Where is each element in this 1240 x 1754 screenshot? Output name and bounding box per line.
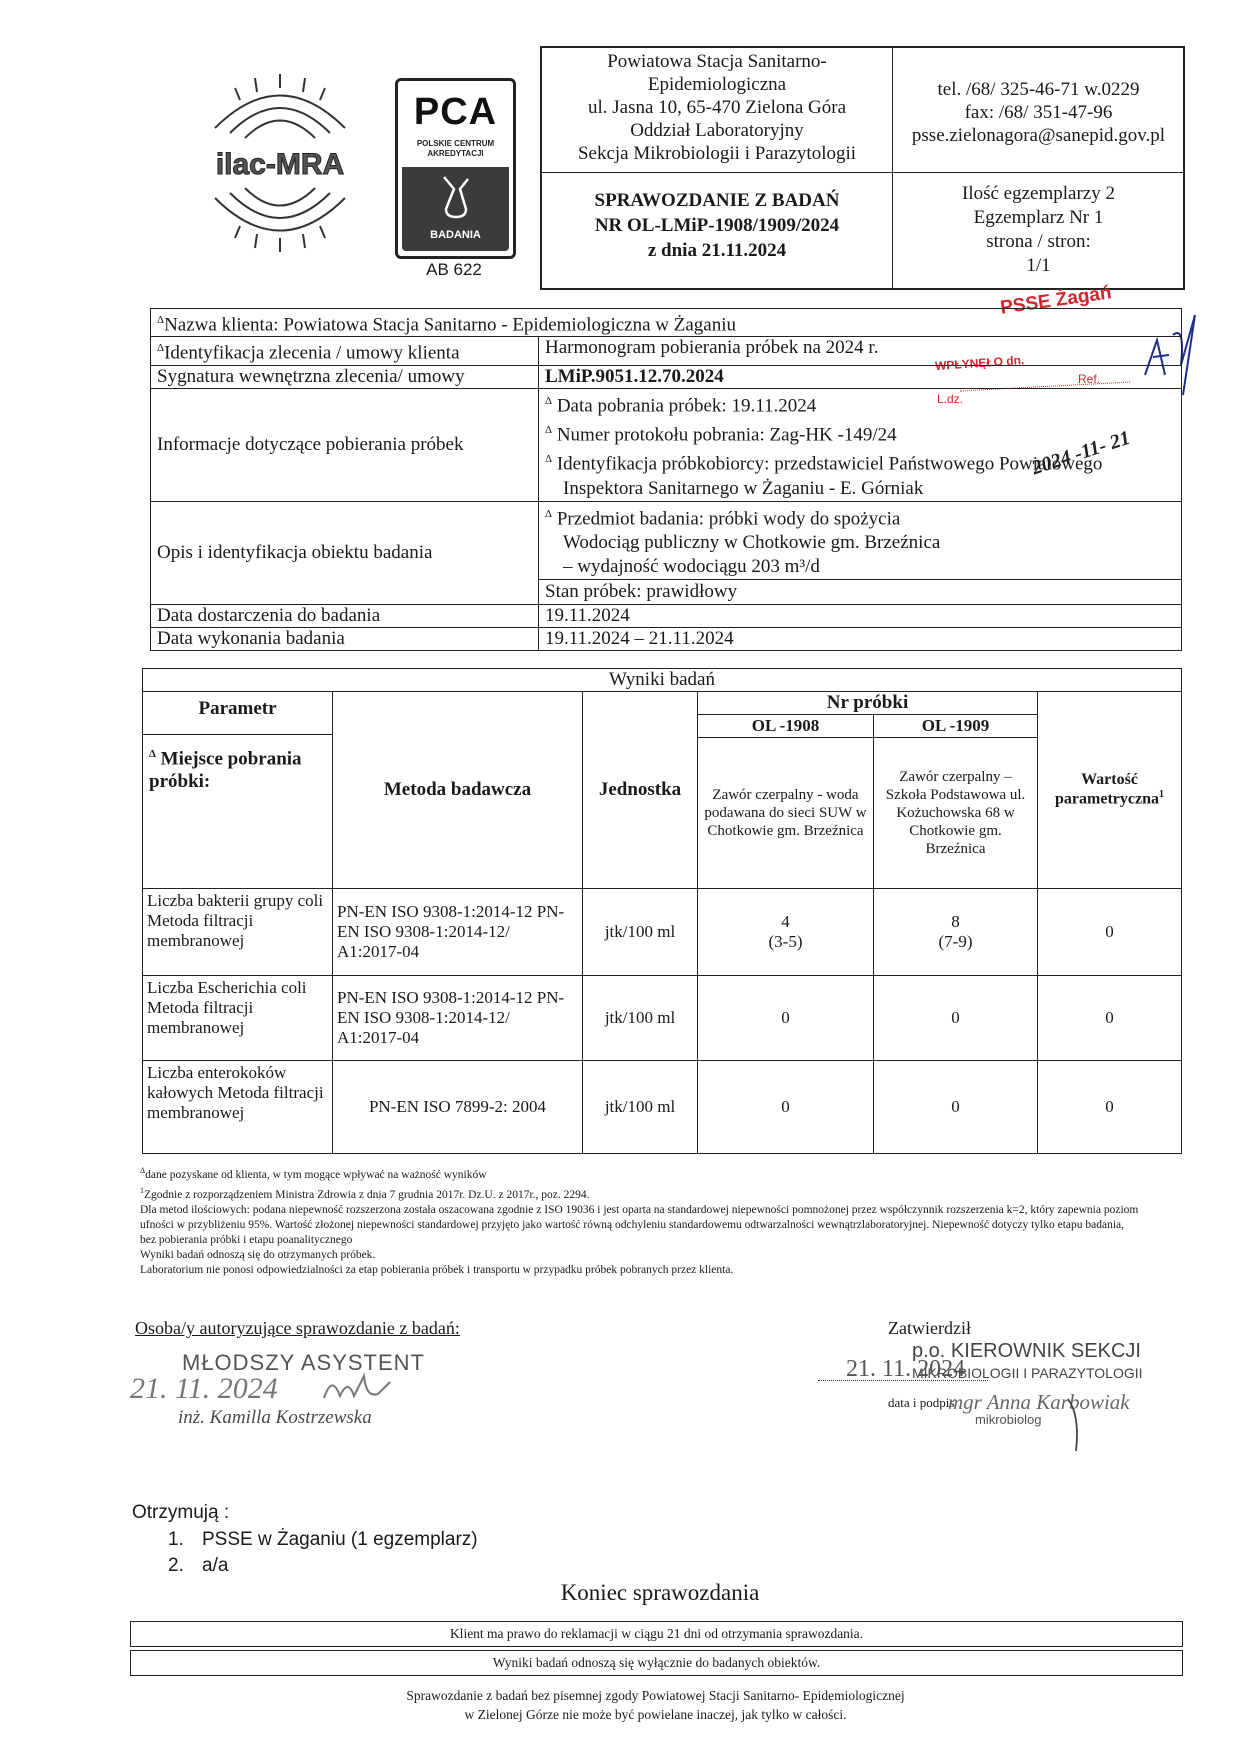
org-line: Epidemiologiczna bbox=[647, 74, 787, 95]
sample-2-range: (7-9) bbox=[938, 932, 973, 951]
footnote-1: Zgodnie z rozporządzeniem Ministra Zdrowia z dnia 7 grudnia 2017r. Dz.U. z 2017r., poz. 2294. bbox=[144, 1188, 590, 1201]
org-line: ul. Jasna 10, 65-470 Zielona Góra bbox=[587, 97, 847, 118]
footnote-delta: dane pozyskane od klienta, w tym mogące wpływać na ważność wyników bbox=[145, 1168, 487, 1181]
sample-state: Stan próbek: prawidłowy bbox=[539, 579, 1181, 604]
unit-value: jtk/100 ml bbox=[583, 1061, 698, 1154]
object-line-3: – wydajność wodociągu 203 m³/d bbox=[563, 555, 820, 577]
object-line-2: Wodociąg publiczny w Chotkowie gm. Brzeźnica bbox=[563, 531, 941, 553]
head-title: mikrobiolog bbox=[975, 1412, 1042, 1427]
param-name: Liczba Escherichia coli Metoda filtracji membranowej bbox=[143, 976, 333, 1061]
object-row: Opis i identyfikacja obiektu badania $^\Delta$ Przedmiot badania: próbki wody do spożycia Wodociąg publiczny w Chotkowie gm. Brzeźnica – wydajność wodociągu 203 m³/d Stan próbek: prawidłowy bbox=[151, 501, 1182, 604]
signature-label: Sygnatura wewnętrzna zlecenia/ umowy bbox=[151, 365, 539, 388]
unit-value: jtk/100 ml bbox=[583, 976, 698, 1061]
sampling-label: Informacje dotyczące pobierania próbek bbox=[151, 388, 539, 501]
copyright-line-2: w Zielonej Górze nie może być powielane inaczej, jak tylko w całości. bbox=[464, 1707, 847, 1722]
order-row: $^\Delta$Identyfikacja zlecenia / umowy klienta Harmonogram pobierania próbek na 2024 r. bbox=[151, 337, 1182, 365]
head-date: 21. 11. 2024 bbox=[846, 1356, 966, 1382]
param-value-header: Wartość parametryczna bbox=[1055, 771, 1159, 808]
lab-address bbox=[542, 50, 892, 165]
footnote-liability: Laboratorium nie ponosi odpowiedzialności za etap pobierania próbek i transportu w przypadku próbek pobranych przez klienta. bbox=[140, 1263, 734, 1276]
recipients-list bbox=[168, 1527, 478, 1579]
copyright-note bbox=[130, 1686, 1181, 1724]
sample-1-id: OL -1908 bbox=[698, 715, 874, 738]
delivery-value: 19.11.2024 bbox=[539, 604, 1182, 627]
result-row bbox=[143, 1061, 1182, 1154]
result-row bbox=[143, 976, 1182, 1061]
pca-logo bbox=[395, 78, 516, 259]
sampler-line-2: Inspektora Sanitarnego w Żaganiu - E. Górniak bbox=[563, 477, 924, 499]
head-name: mgr Anna Karbowiak bbox=[948, 1390, 1130, 1414]
accreditation-number: AB 622 bbox=[426, 260, 482, 279]
place-header: Miejsce pobrania próbki: bbox=[149, 748, 302, 793]
protocol-number: Numer protokołu pobrania: Zag-HK -149/24 bbox=[556, 424, 897, 446]
object-label: Opis i identyfikacja obiektu badania bbox=[151, 501, 539, 604]
phone: tel. /68/ 325-46-71 w.0229 bbox=[937, 79, 1140, 100]
report-header bbox=[540, 46, 1185, 290]
execution-label: Data wykonania badania bbox=[151, 627, 539, 650]
signature-row bbox=[151, 365, 1182, 388]
flask-icon bbox=[436, 173, 476, 223]
method-name: PN-EN ISO 9308-1:2014-12 PN-EN ISO 9308-1:2014-12/ A1:2017-04 bbox=[333, 889, 583, 976]
sampling-row: Informacje dotyczące pobierania próbek $^\Delta$ Data pobrania próbek: 19.11.2024 $^\Delta$ Numer protokołu pobrania: Zag-HK -149/24 $^\Delta$ Identyfikacja próbkobiorcy: przedstawiciel Państwowego Powiatowego Inspektora Sanitarnego w Żaganiu - E. Górniak bbox=[151, 388, 1182, 501]
client-name-value: Powiatowa Stacja Sanitarno - Epidemiologiczna w Żaganiu bbox=[283, 314, 737, 336]
org-line: Powiatowa Stacja Sanitarno- bbox=[607, 51, 827, 72]
psse-stamp: PSSE Żagań bbox=[999, 282, 1113, 319]
client-name-label: Nazwa klienta: bbox=[164, 314, 279, 336]
recipient-item: 2. a/a bbox=[168, 1555, 229, 1576]
copy-number: Egzemplarz Nr 1 bbox=[973, 207, 1104, 228]
delivery-label: Data dostarczenia do badania bbox=[151, 604, 539, 627]
head-stamp-1: p.o. KIEROWNIK SEKCJI bbox=[912, 1340, 1141, 1362]
param-limit: 0 bbox=[1038, 889, 1182, 976]
object-line-1: Przedmiot badania: próbki wody do spożycia bbox=[556, 507, 901, 529]
junior-name: inż. Kamilla Kostrzewska bbox=[178, 1407, 372, 1428]
pca-title: PCA bbox=[413, 91, 498, 133]
email: psse.zielonagora@sanepid.gov.pl bbox=[911, 125, 1166, 146]
header-divider-horizontal bbox=[542, 172, 1183, 173]
result-row bbox=[143, 889, 1182, 976]
method-name: PN-EN ISO 9308-1:2014-12 PN-EN ISO 9308-1:2014-12/ A1:2017-04 bbox=[333, 976, 583, 1061]
param-limit: 0 bbox=[1038, 1061, 1182, 1154]
footnote-samples: Wyniki badań odnoszą się do otrzymanych próbek. bbox=[140, 1248, 376, 1261]
pca-subtitle bbox=[398, 139, 513, 159]
pca-subtitle-1: POLSKIE CENTRUM bbox=[416, 139, 495, 148]
results-table bbox=[142, 668, 1182, 1154]
results-title: Wyniki badań bbox=[143, 669, 1182, 692]
method-name: PN-EN ISO 7899-2: 2004 bbox=[333, 1061, 583, 1154]
results-scope-note: Wyniki badań odnoszą się wyłącznie do badanych obiektów. bbox=[130, 1650, 1183, 1676]
head-caption: data i podpis bbox=[888, 1395, 955, 1410]
ilac-mra-logo bbox=[195, 68, 365, 258]
sample-1-range: (3-5) bbox=[768, 932, 803, 951]
param-name: Liczba bakterii grupy coli Metoda filtracji membranowej bbox=[143, 889, 333, 976]
sampling-date: Data pobrania próbek: 19.11.2024 bbox=[556, 394, 817, 416]
report-number: NR OL-LMiP-1908/1909/2024 bbox=[594, 215, 840, 236]
pca-badania-label: BADANIA bbox=[430, 229, 481, 241]
delivery-row bbox=[151, 604, 1182, 627]
order-value: Harmonogram pobierania próbek na 2024 r. bbox=[539, 337, 1182, 365]
ilac-text: ilac-MRA bbox=[215, 148, 345, 181]
sample-2-id: OL -1909 bbox=[874, 715, 1038, 738]
recipient-item: 1. PSSE w Żaganiu (1 egzemplarz) bbox=[168, 1529, 478, 1550]
pca-badania-panel bbox=[402, 167, 509, 251]
unit-value: jtk/100 ml bbox=[583, 889, 698, 976]
ldz-stamp: L.dz. bbox=[937, 392, 964, 406]
sampler-line-1: Identyfikacja próbkobiorcy: przedstawiciel Państwowego Powiatowego bbox=[556, 453, 1103, 475]
signature-value: LMiP.9051.12.70.2024 bbox=[539, 365, 1182, 388]
pca-subtitle-2: AKREDYTACJI bbox=[427, 149, 484, 158]
footnote-uncertainty: Dla metod ilościowych: podana niepewność rozszerzona została oszacowana zgodnie z ISO 19036 i jest oparta na standardowej niepewności pomnożonej przez współczynnik rozszerzenia k=2, który zapewnia poziom ufności w przybliżeniu 95%. Wartość złożonej niepewności standardowej przyjęto jako wartość równą odchyleniu standardowemu odtwarzalności wewnątrzlaboratoryjnej. Niepewność dotyczy tylko etapu badania, bez pobierania próbki i etapu poanalitycznego bbox=[140, 1203, 1139, 1246]
unit-header: Jednostka bbox=[583, 692, 698, 889]
sample-1-value: 0 bbox=[698, 1061, 874, 1154]
head-signature-icon bbox=[1060, 1395, 1090, 1455]
param-limit: 0 bbox=[1038, 976, 1182, 1061]
results-title-row bbox=[143, 669, 1182, 692]
param-header: Parametr bbox=[198, 698, 277, 719]
sample-2-place: Zawór czerpalny – Szkoła Podstawowa ul. Kożuchowska 68 w Chotkowie gm. Brzeźnica bbox=[874, 738, 1038, 889]
junior-signature-icon bbox=[320, 1368, 395, 1408]
handwritten-date: 2024 -11- 21 bbox=[1028, 426, 1133, 480]
client-info-table bbox=[150, 308, 1182, 651]
pages-value: 1/1 bbox=[1026, 255, 1051, 276]
sample-2-value: 0 bbox=[874, 976, 1038, 1061]
execution-row bbox=[151, 627, 1182, 650]
sample-1-value: 0 bbox=[698, 976, 874, 1061]
method-header: Metoda badawcza bbox=[333, 692, 583, 889]
order-label: Identyfikacja zlecenia / umowy klienta bbox=[164, 342, 460, 364]
execution-value: 19.11.2024 – 21.11.2024 bbox=[539, 627, 1182, 650]
received-stamp: WPŁYNĘŁO dn. bbox=[934, 352, 1025, 374]
report-title bbox=[542, 188, 892, 263]
end-of-report: Koniec sprawozdania bbox=[560, 1580, 760, 1605]
junior-stamp: MŁODSZY ASYSTENT bbox=[182, 1350, 425, 1375]
sample-2-value: 0 bbox=[874, 1061, 1038, 1154]
sample-1-value: 4 bbox=[781, 912, 790, 931]
org-line: Sekcja Mikrobiologii i Parazytologii bbox=[577, 143, 857, 164]
client-name-row: $^\Delta$Nazwa klienta: Powiatowa Stacja Sanitarno - Epidemiologiczna w Żaganiu bbox=[151, 309, 1182, 337]
sample-2-value: 8 bbox=[951, 912, 960, 931]
ref-stamp: Ref. bbox=[1078, 372, 1101, 386]
results-header-row: Parametr $^\Delta$ Miejsce pobrania próbki: Metoda badawcza Jednostka Nr próbki Wartość parametryczna$^1$ bbox=[143, 692, 1182, 715]
copies-count: Ilość egzemplarzy 2 bbox=[962, 183, 1115, 204]
param-name: Liczba enterokoków kałowych Metoda filtracji membranowej bbox=[143, 1061, 333, 1154]
head-stamp-2: MIKROBIOLOGII I PARAZYTOLOGII bbox=[912, 1365, 1143, 1381]
header-divider-vertical bbox=[892, 48, 893, 288]
sample-no-header: Nr próbki bbox=[698, 692, 1038, 715]
lab-contact bbox=[894, 78, 1183, 147]
copyright-line-1: Sprawozdanie z badań bez pisemnej zgody Powiatowej Stacji Sanitarno- Epidemiologicznej bbox=[406, 1688, 905, 1703]
complaint-note: Klient ma prawo do reklamacji w ciągu 21 dni od otrzymania sprawozdania. bbox=[130, 1621, 1183, 1647]
junior-date: 21. 11. 2024 bbox=[130, 1372, 278, 1405]
sample-1-place: Zawór czerpalny - woda podawana do sieci SUW w Chotkowie gm. Brzeźnica bbox=[698, 738, 874, 889]
copies-info bbox=[894, 182, 1183, 278]
ilac-mra-icon bbox=[195, 68, 365, 258]
fax: fax: /68/ 351-47-96 bbox=[964, 102, 1113, 123]
pages-label: strona / stron: bbox=[986, 231, 1091, 252]
approved-label: Zatwierdził bbox=[888, 1318, 971, 1338]
footnotes: $^\Delta$dane pozyskane od klienta, w tym mogące wpływać na ważność wyników $^1$Zgodnie z rozporządzeniem Ministra Zdrowia z dnia 7 grudnia 2017r. Dz.U. z 2017r., poz. 2294. Dla metod ilościowych: podana niepewność rozszerzona została oszacowana zgodnie z ISO 19036 i jest oparta na standardowej niepewności pomnożonej przez współczynnik rozszerzenia k=2, który zapewnia poziom ufności w przybliżeniu 95%. Wartość złożonej niepewności standardowej przyjęto jako wartość równą odchyleniu standardowemu odtwarzalności wewnątrzlaboratoryjnej. Niepewność dotyczy tylko etapu badania, bez pobierania próbki i etapu poanalitycznego Wyniki badań odnoszą się do otrzymanych próbek. Laboratorium nie ponosi odpowiedzialności za etap pobierania próbek i transportu w przypadku próbek pobranych przez klienta. bbox=[140, 1166, 1139, 1276]
report-title-line: SPRAWOZDANIE Z BADAŃ bbox=[594, 190, 840, 211]
recipients-label: Otrzymują : bbox=[132, 1502, 230, 1523]
report-date: z dnia 21.11.2024 bbox=[647, 240, 787, 261]
org-line: Oddział Laboratoryjny bbox=[630, 120, 804, 141]
authorizing-label: Osoba/y autoryzujące sprawozdanie z badań: bbox=[135, 1318, 460, 1338]
